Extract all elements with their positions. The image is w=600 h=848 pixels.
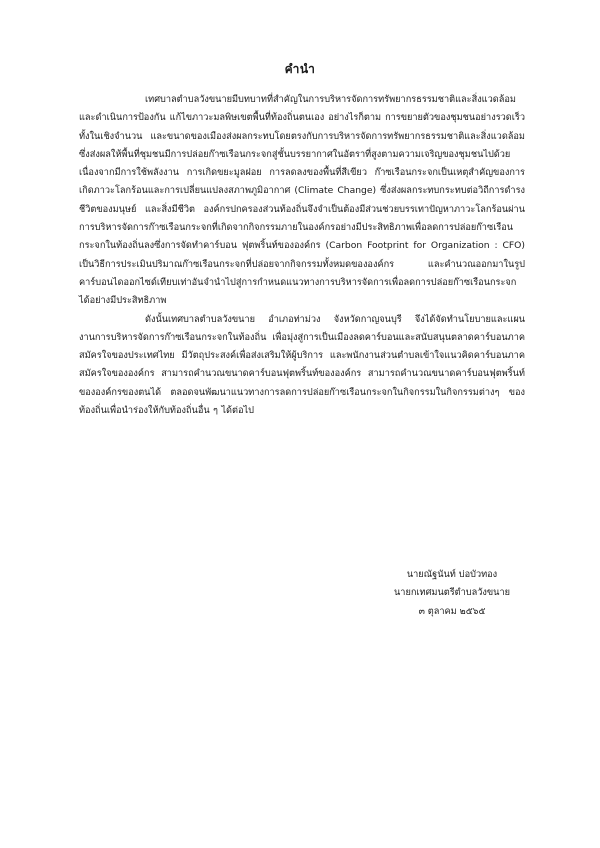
signature-block	[372, 566, 532, 621]
paragraph-1: เทศบาลตำบลวังขนายมีบทบาทที่สำคัญในการบริหารจัดการทรัพยากรธรรมชาติและสิ่งแวดล้อม และดำเนินการป้องกัน แก้ไขภาวะมลพิษเขตพื้นที่ท้องถิ่นตนเอง อย่างไรก็ตาม การขยายตัวของชุมชนอย่างรวดเร็วทั้งในเชิงจำนวน และขนาดของเมืองส่งผลกระทบโดยตรงกับการบริหารจัดการทรัพยากรธรรมชาติและสิ่งแวดล้อม ซึ่งส่งผลให้พื้นที่ชุมชนมีการปล่อยก๊าซเรือนกระจกสู่ชั้นบรรยากาศในอัตราที่สูงตามความเจริญของชุมชนไปด้วย เนื่องจากมีการใช้พลังงาน การเกิดขยะมูลฝอย การลดลงของพื้นที่สีเขียว ก๊าซเรือนกระจกเป็นเหตุสำคัญของการเกิดภาวะโลกร้อนและการเปลี่ยนแปลงสภาพภูมิอากาศ (Climate Change) ซึ่งส่งผลกระทบกระทบต่อวิถีการดำรงชีวิตของมนุษย์ และสิ่งมีชีวิต องค์กรปกครองส่วนท้องถิ่นจึงจำเป็นต้องมีส่วนช่วยบรรเทาปัญหาภาวะโลกร้อนผ่านการบริหารจัดการก๊าซเรือนกระจกที่เกิดจากกิจกรรมภายในองค์กรอย่างมีประสิทธิภาพเพื่อลดการปล่อยก๊าซเรือนกระจกในท้องถิ่นลงซึ่งการจัดทำคาร์บอน ฟุตพริ้นท์ขององค์กร (Carbon Footprint for Organization : CFO) เป็นวิธีการประเมินปริมาณก๊าซเรือนกระจกที่ปล่อยจากกิจกรรมทั้งหมดขององค์กร และคำนวณออกมาในรูปคาร์บอนไดออกไซด์เทียบเท่าอันจำนำไปสู่การกำหนดแนวทางการบริหารจัดการเพื่อลดการปล่อยก๊าซเรือนกระจกได้อย่างมีประสิทธิภาพ	[79, 94, 525, 307]
body-text	[79, 91, 525, 420]
paragraph-2: ดังนั้นเทศบาลตำบลวังขนาย อำเภอท่าม่วง จังหวัดกาญจนบุรี จึงได้จัดทำนโยบายและแผนงานการบริหารจัดการก๊าซเรือนกระจกในท้องถิ่น เพื่อมุ่งสู่การเป็นเมืองลดคาร์บอนและสนับสนุนตลาดคาร์บอนภาคสมัครใจของประเทศไทย มีวัตถุประสงค์เพื่อส่งเสริมให้ผู้บริการ และพนักงานส่วนตำบลเข้าใจแนวคิดคาร์บอนภาคสมัครใจขององค์กร สามารถคำนวณขนาดคาร์บอนฟุตพริ้นท์ขององค์กร สามารถคำนวณขนาดคาร์บอนฟุตพริ้นท์ขององค์กรของตนได้ ตลอดจนพัฒนาแนวทางการลดการปล่อยก๊าซเรือนกระจกในกิจกรรมในกิจกรรมต่างๆ ของท้องถิ่นเพื่อนำร่องให้กับท้องถิ่นอื่น ๆ ได้ต่อไป	[79, 313, 525, 417]
page-title: คำนำ	[284, 62, 316, 76]
signer-name: นายณัฐนันท์ บ่อบัวทอง	[406, 569, 498, 580]
signature-date: ๓ ตุลาคม ๒๕๖๕	[418, 605, 486, 617]
signer-position: นายกเทศมนตรีตำบลวังขนาย	[394, 587, 510, 599]
